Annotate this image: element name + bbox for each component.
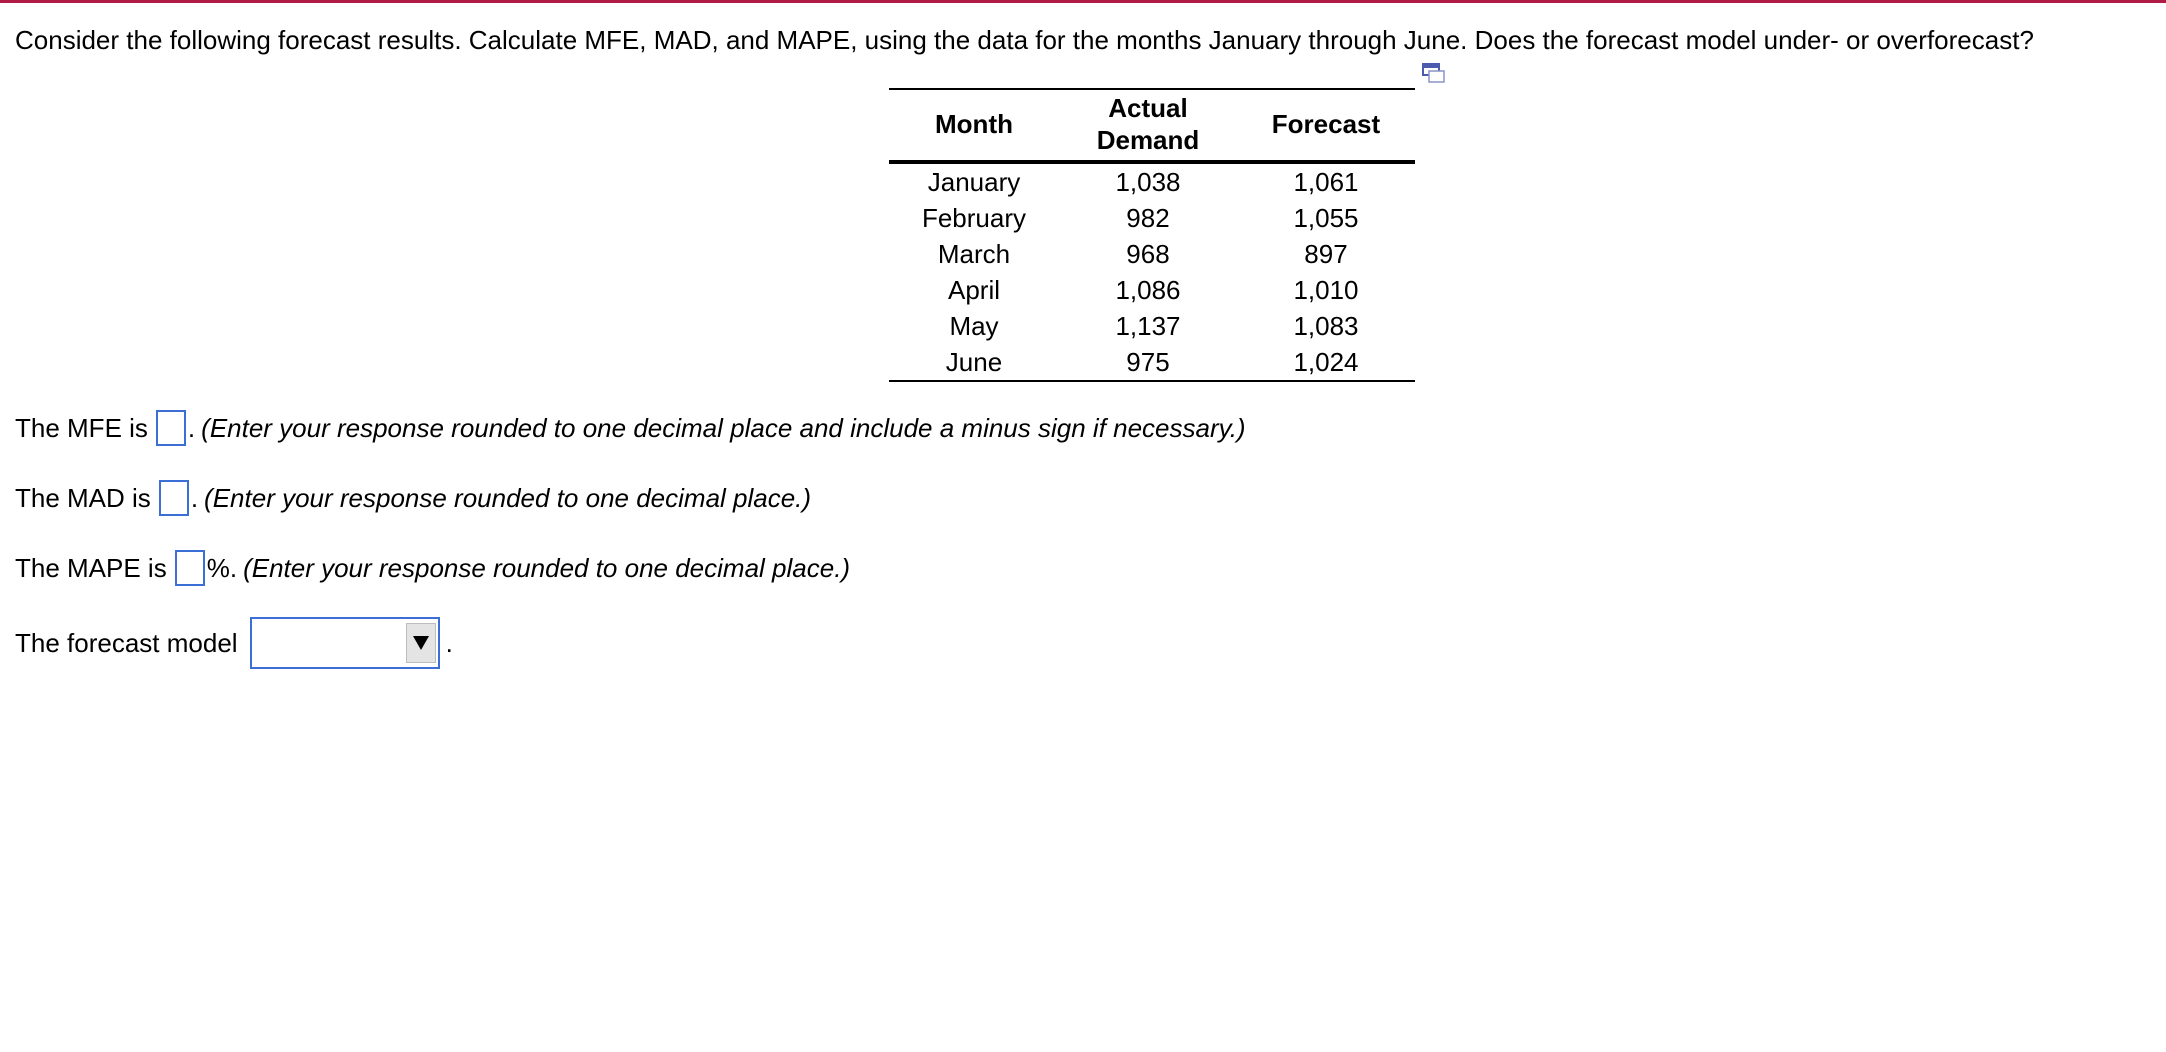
table-row [889, 162, 1415, 200]
cell-month: March [937, 239, 1011, 269]
table-header-row [889, 89, 1415, 162]
cell-actual: 982 [1126, 203, 1170, 233]
mad-question [15, 480, 811, 516]
mfe-question [15, 410, 1246, 446]
table-row [889, 272, 1415, 308]
table-row [889, 308, 1415, 344]
cell-actual: 1,137 [1115, 311, 1181, 341]
header-actual-demand [1059, 89, 1237, 162]
forecast-model-suffix: . [445, 628, 453, 658]
triangle-down-icon [412, 635, 430, 651]
cell-forecast: 1,061 [1293, 167, 1359, 197]
cell-forecast: 1,010 [1293, 275, 1359, 305]
mfe-suffix: . [187, 413, 196, 443]
mfe-input[interactable] [156, 410, 186, 446]
copy-table-icon[interactable] [1422, 62, 1446, 84]
cell-month: February [921, 203, 1027, 233]
dropdown-arrow-icon[interactable] [406, 623, 436, 663]
cell-actual: 1,086 [1115, 275, 1181, 305]
cell-forecast: 1,055 [1293, 203, 1359, 233]
cell-month: June [945, 347, 1003, 377]
header-actual-line2: Demand [1096, 125, 1200, 155]
mape-hint: (Enter your response rounded to one decimal place.) [243, 553, 851, 583]
table-row [889, 200, 1415, 236]
mfe-label: The MFE is [15, 413, 148, 443]
mape-suffix: %. [206, 553, 238, 583]
cell-actual: 1,038 [1115, 167, 1181, 197]
forecast-model-question [15, 617, 453, 669]
table-row [889, 344, 1415, 381]
cell-actual: 968 [1126, 239, 1170, 269]
mape-label: The MAPE is [15, 553, 167, 583]
mad-hint: (Enter your response rounded to one decimal place.) [204, 483, 812, 513]
cell-actual: 975 [1126, 347, 1170, 377]
cell-month: April [947, 275, 1000, 305]
mad-input[interactable] [159, 480, 189, 516]
mad-label: The MAD is [15, 483, 151, 513]
header-forecast: Forecast [1271, 109, 1381, 139]
cell-forecast: 1,083 [1293, 311, 1359, 341]
table-row [889, 236, 1415, 272]
forecast-model-dropdown[interactable] [250, 617, 440, 669]
mfe-hint: (Enter your response rounded to one decimal place and include a minus sign if necessary.) [201, 413, 1246, 443]
question-text: Consider the following forecast results. Calculate MFE, MAD, and MAPE, using the data for the months January through June. Does the forecast model under- or overforecast? [15, 25, 2034, 55]
cell-month: January [927, 167, 1021, 197]
mape-input[interactable] [175, 550, 205, 586]
header-month: Month [935, 109, 1013, 139]
mape-question [15, 550, 850, 586]
mad-suffix: . [190, 483, 199, 513]
header-actual-line1: Actual [1108, 93, 1188, 123]
forecast-model-label: The forecast model [15, 628, 238, 658]
forecast-data-table [889, 88, 1415, 382]
cell-month: May [949, 311, 999, 341]
top-accent-bar [0, 0, 2166, 3]
cell-forecast: 1,024 [1293, 347, 1359, 377]
cell-forecast: 897 [1304, 239, 1348, 269]
